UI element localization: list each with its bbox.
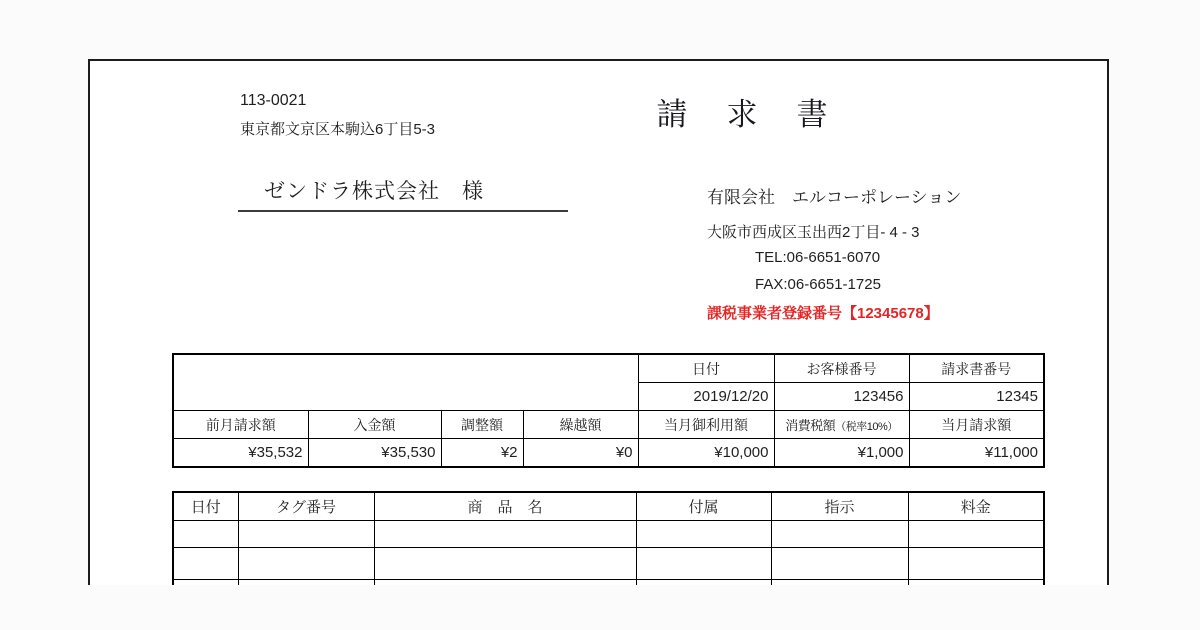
detail-empty-cell	[636, 548, 771, 580]
detail-empty-row-clipped	[173, 580, 1044, 586]
detail-header-accessory: 付属	[636, 492, 771, 521]
summary-header-month-billed: 当月請求額	[909, 411, 1044, 439]
summary-header-month-usage: 当月御利用額	[638, 411, 774, 439]
summary-value-month-billed: ¥11,000	[909, 439, 1044, 468]
summary-amount-header-row	[173, 411, 1044, 439]
summary-value-carryover: ¥0	[523, 439, 638, 468]
document-title: 請 求 書	[656, 97, 832, 132]
summary-customer-no-header: お客様番号	[774, 354, 909, 383]
summary-value-paid: ¥35,530	[308, 439, 441, 468]
detail-empty-cell	[238, 580, 374, 586]
summary-header-adjustment: 調整額	[441, 411, 523, 439]
summary-header-carryover: 繰越額	[523, 411, 638, 439]
detail-header-instruction: 指示	[771, 492, 908, 521]
detail-empty-cell	[238, 548, 374, 580]
summary-header-consumption-tax	[774, 411, 909, 439]
detail-empty-cell	[374, 548, 636, 580]
summary-amount-value-row	[173, 439, 1044, 468]
detail-empty-cell	[238, 521, 374, 548]
tax-header-label: 消費税額	[785, 418, 836, 433]
detail-empty-cell	[908, 580, 1044, 586]
detail-empty-cell	[908, 521, 1044, 548]
sender-postal-code: 113-0021	[240, 92, 307, 109]
issuer-address: 大阪市西成区玉出西2丁目- 4 - 3	[707, 224, 920, 241]
detail-empty-cell	[771, 580, 908, 586]
detail-empty-cell	[173, 548, 238, 580]
detail-empty-cell	[374, 580, 636, 586]
summary-header-paid: 入金額	[308, 411, 441, 439]
detail-empty-cell	[908, 548, 1044, 580]
issuer-tax-registration-number: 課税事業者登録番号【12345678】	[707, 305, 939, 322]
invoice-page	[88, 59, 1109, 585]
detail-header-product-name: 商 品 名	[374, 492, 636, 521]
issuer-company-name: 有限会社 エルコーポレーション	[707, 188, 962, 207]
detail-header-date: 日付	[173, 492, 238, 521]
detail-empty-cell	[374, 521, 636, 548]
summary-value-adjustment: ¥2	[441, 439, 523, 468]
summary-value-prev-billed: ¥35,532	[173, 439, 308, 468]
detail-empty-row	[173, 548, 1044, 580]
detail-empty-cell	[636, 521, 771, 548]
tax-rate-note: （税率10%）	[835, 421, 898, 433]
issuer-tel: TEL:06-6651-6070	[755, 249, 881, 266]
detail-header-fee: 料金	[908, 492, 1044, 521]
detail-header-tag-no: タグ番号	[238, 492, 374, 521]
detail-empty-row	[173, 521, 1044, 548]
summary-header-prev-billed: 前月請求額	[173, 411, 308, 439]
summary-invoice-no-header: 請求書番号	[909, 354, 1044, 383]
summary-date-value: 2019/12/20	[638, 383, 774, 411]
detail-empty-cell	[771, 548, 908, 580]
line-items-table	[172, 491, 1045, 585]
summary-blank-cell	[173, 354, 638, 411]
detail-header-row	[173, 492, 1044, 521]
detail-empty-cell	[173, 580, 238, 586]
detail-empty-cell	[173, 521, 238, 548]
summary-date-header: 日付	[638, 354, 774, 383]
summary-customer-no-value: 123456	[774, 383, 909, 411]
detail-empty-cell	[771, 521, 908, 548]
issuer-fax: FAX:06-6651-1725	[755, 276, 881, 293]
summary-invoice-no-value: 12345	[909, 383, 1044, 411]
sender-address: 東京都文京区本駒込6丁目5-3	[240, 121, 436, 138]
summary-value-month-usage: ¥10,000	[638, 439, 774, 468]
detail-empty-cell	[636, 580, 771, 586]
recipient-name: ゼンドラ株式会社 様	[238, 175, 568, 212]
billing-summary-table	[172, 353, 1045, 468]
summary-value-consumption-tax: ¥1,000	[774, 439, 909, 468]
summary-meta-header-row	[173, 354, 1044, 383]
